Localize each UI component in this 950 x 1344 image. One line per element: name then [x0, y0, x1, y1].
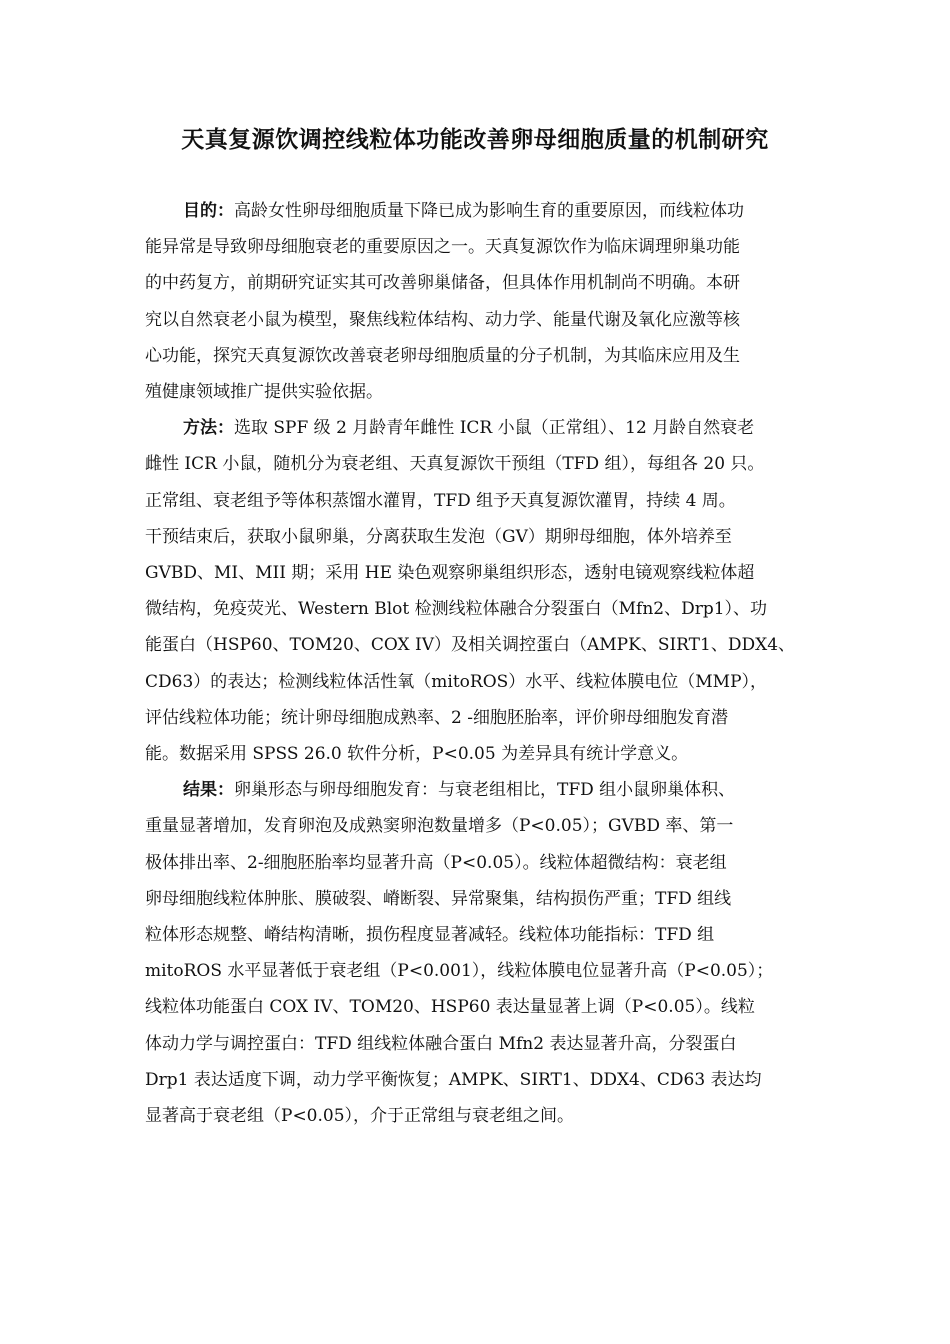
- line: 选取 SPF 级 2 月龄青年雌性 ICR 小鼠（正常组）、12 月龄自然衰老: [234, 418, 755, 439]
- line: 能蛋白（HSP60、TOM20、COX IV）及相关调控蛋白（AMPK、SIRT1、DDX4、: [145, 635, 796, 656]
- line: 干预结束后，获取小鼠卵巢，分离获取生发泡（GV）期卵母细胞，体外培养至: [145, 526, 732, 547]
- section-label-methods: 方法：: [183, 418, 234, 439]
- line: 评估线粒体功能；统计卵母细胞成熟率、2 -细胞胚胎率，评价卵母细胞发育潜: [145, 707, 728, 728]
- line: 究以自然衰老小鼠为模型，聚焦线粒体结构、动力学、能量代谢及氧化应激等核: [145, 309, 740, 330]
- line: 微结构，免疫荧光、Western Blot 检测线粒体融合分裂蛋白（Mfn2、Drp1）、功: [145, 599, 768, 620]
- section-results: [145, 772, 805, 1134]
- line: 高龄女性卵母细胞质量下降已成为影响生育的重要原因，而线粒体功: [234, 201, 744, 221]
- line: 心功能，探究天真复源饮改善衰老卵母细胞质量的分子机制，为其临床应用及生: [145, 345, 740, 366]
- line: 能。数据采用 SPSS 26.0 软件分析，P<0.05 为差异具有统计学意义。: [145, 744, 689, 765]
- line: Drp1 表达适度下调，动力学平衡恢复；AMPK、SIRT1、DDX4、CD63 表达均: [145, 1069, 762, 1090]
- line: 能异常是导致卵母细胞衰老的重要原因之一。天真复源饮作为临床调理卵巢功能: [145, 237, 740, 258]
- line: 卵巢形态与卵母细胞发育：与衰老组相比，TFD 组小鼠卵巢体积、: [234, 780, 736, 801]
- line: 体动力学与调控蛋白：TFD 组线粒体融合蛋白 Mfn2 表达显著升高，分裂蛋白: [145, 1033, 737, 1054]
- abstract-body: [145, 193, 805, 1134]
- line: GVBD、MI、MII 期；采用 HE 染色观察卵巢组织形态，透射电镜观察线粒体超: [145, 563, 755, 584]
- section-label-results: 结果：: [183, 780, 234, 801]
- line: CD63）的表达；检测线粒体活性氧（mitoROS）水平、线粒体膜电位（MMP），: [145, 671, 768, 692]
- section-methods: [145, 410, 805, 772]
- line: 显著高于衰老组（P<0.05），介于正常组与衰老组之间。: [145, 1106, 575, 1127]
- line: 的中药复方，前期研究证实其可改善卵巢储备，但具体作用机制尚不明确。本研: [145, 273, 740, 294]
- line: 极体排出率、2-细胞胚胎率均显著升高（P<0.05）。线粒体超微结构：衰老组: [145, 852, 727, 873]
- line: 重量显著增加，发育卵泡及成熟窦卵泡数量增多（P<0.05）；GVBD 率、第一: [145, 816, 734, 837]
- line: 雌性 ICR 小鼠，随机分为衰老组、天真复源饮干预组（TFD 组），每组各 20 只。: [145, 454, 765, 475]
- line: 线粒体功能蛋白 COX IV、TOM20、HSP60 表达量显著上调（P<0.05）。线粒: [145, 997, 755, 1018]
- section-purpose: [145, 193, 805, 410]
- line: 粒体形态规整、嵴结构清晰，损伤程度显著减轻。线粒体功能指标：TFD 组: [145, 925, 715, 946]
- line: 卵母细胞线粒体肿胀、膜破裂、嵴断裂、异常聚集，结构损伤严重；TFD 组线: [145, 888, 732, 909]
- line: mitoROS 水平显著低于衰老组（P<0.001），线粒体膜电位显著升高（P<0.05）；: [145, 961, 774, 982]
- line: 正常组、衰老组予等体积蒸馏水灌胃，TFD 组予天真复源饮灌胃，持续 4 周。: [145, 490, 736, 511]
- section-label-purpose: 目的：: [183, 201, 234, 221]
- line: 殖健康领域推广提供实验依据。: [145, 382, 383, 403]
- document-title: 天真复源饮调控线粒体功能改善卵母细胞质量的机制研究: [181, 127, 769, 153]
